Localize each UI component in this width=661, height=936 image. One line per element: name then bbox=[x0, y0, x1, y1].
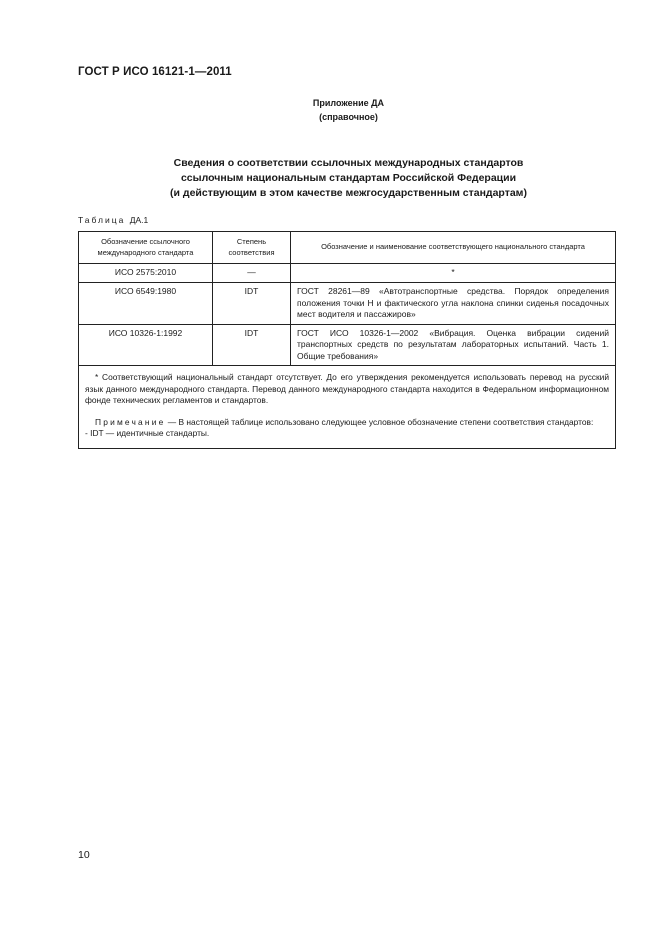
header-degree-of-conformity: Степень соответствия bbox=[213, 232, 291, 264]
table-footer bbox=[79, 366, 616, 449]
table-row bbox=[79, 283, 616, 325]
table-label-prefix: Таблица bbox=[78, 215, 126, 225]
cell-national: ГОСТ ИСО 10326-1—2002 «Вибрация. Оценка вибрации сидений транспортных средств по результатам лабораторных испытаний. Часть 1. Общие требования» bbox=[291, 324, 616, 366]
header-national-standard: Обозначение и наименование соответствующего национального стандарта bbox=[291, 232, 616, 264]
footnote: * Соответствующий национальный стандарт отсутствует. До его утверждения рекомендуется использовать перевод на русский язык данного международного стандарта. Перевод данного международного стандарта находится в Федеральном информационном фонде технических регламентов и стандартов. bbox=[85, 372, 609, 405]
title-line-1: Сведения о соответствии ссылочных международных стандартов bbox=[173, 157, 524, 169]
table-label-number: ДА.1 bbox=[129, 215, 149, 225]
annex-title: Приложение ДА bbox=[312, 98, 385, 108]
page-number: 10 bbox=[78, 849, 90, 861]
cell-degree: IDT bbox=[213, 283, 291, 325]
cell-degree: — bbox=[213, 264, 291, 283]
title-line-2: ссылочным национальным стандартам Российской Федерации bbox=[180, 172, 517, 184]
cell-national: ГОСТ 28261—89 «Автотранспортные средства. Порядок определения положения точки H и фактического угла наклона спинки сиденья посадочных мест водителя и пассажиров» bbox=[291, 283, 616, 325]
table-footer-row bbox=[79, 366, 616, 449]
title-line-3: (и действующим в этом качестве межгосударственным стандартам) bbox=[170, 187, 527, 199]
cell-reference: ИСО 10326-1:1992 bbox=[79, 324, 213, 366]
table-row bbox=[79, 324, 616, 366]
table-label bbox=[78, 215, 148, 225]
note-label: Примечание bbox=[95, 416, 166, 427]
document-title bbox=[0, 156, 661, 201]
document-code-header: ГОСТ Р ИСО 16121-1—2011 bbox=[78, 66, 232, 78]
header-international-standard: Обозначение ссылочного международного стандарта bbox=[79, 232, 213, 264]
cell-reference: ИСО 6549:1980 bbox=[79, 283, 213, 325]
note-text: — В настоящей таблице использовано следующее условное обозначение степени соответствия стандартов: bbox=[165, 416, 594, 427]
note-item: - IDT — идентичные стандарты. bbox=[85, 428, 210, 438]
annex-heading bbox=[0, 96, 661, 124]
note bbox=[85, 417, 609, 429]
cell-reference: ИСО 2575:2010 bbox=[79, 264, 213, 283]
annex-subtitle: (справочное) bbox=[319, 112, 378, 122]
cell-degree: IDT bbox=[213, 324, 291, 366]
table-header-row bbox=[79, 232, 616, 264]
correspondence-table bbox=[78, 231, 616, 449]
table-row bbox=[79, 264, 616, 283]
cell-national: * bbox=[291, 264, 616, 283]
